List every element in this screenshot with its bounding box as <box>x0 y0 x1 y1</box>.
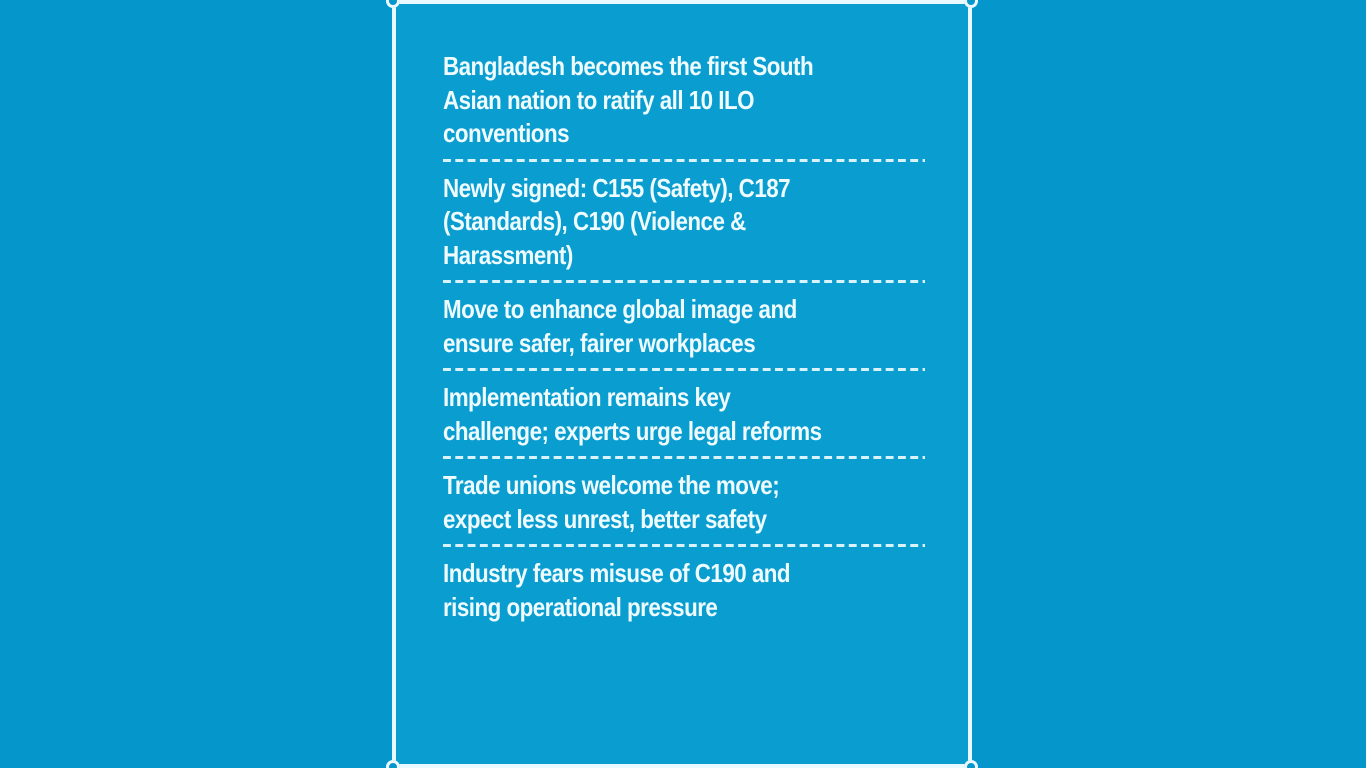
key-point-line: Asian nation to ratify all 10 ILO <box>443 84 754 115</box>
key-point-line: rising operational pressure <box>443 591 718 622</box>
key-point-line: challenge; experts urge legal reforms <box>443 415 822 446</box>
key-point-line: Bangladesh becomes the first South <box>443 51 814 81</box>
key-point-line: Newly signed: C155 (Safety), C187 <box>443 172 791 203</box>
dashed-divider <box>443 159 925 162</box>
corner-notch-top-right <box>964 0 978 8</box>
corner-notch-bottom-right <box>964 760 978 768</box>
dashed-divider <box>443 368 925 371</box>
key-point-line: expect less unrest, better safety <box>443 503 767 534</box>
key-point-ratification <box>443 50 925 151</box>
key-points-list <box>443 50 927 624</box>
key-point-line: Move to enhance global image and <box>443 294 797 324</box>
key-point-line: conventions <box>443 118 570 148</box>
key-point-line: Implementation remains key <box>443 382 731 412</box>
key-point-implementation <box>443 381 925 448</box>
corner-notch-top-left <box>386 0 400 8</box>
key-point-line: ensure safer, fairer workplaces <box>443 327 756 358</box>
key-point-global-image <box>443 293 925 360</box>
key-point-industry-fears <box>443 557 925 624</box>
corner-notch-bottom-left <box>386 760 400 768</box>
key-point-newly-signed <box>443 172 925 273</box>
dashed-divider <box>443 280 925 283</box>
key-point-trade-unions <box>443 469 925 536</box>
key-point-line: Harassment) <box>443 239 573 270</box>
key-point-line: Industry fears misuse of C190 and <box>443 558 791 588</box>
dashed-divider <box>443 456 925 459</box>
key-point-line: (Standards), C190 (Violence & <box>443 206 746 236</box>
dashed-divider <box>443 544 925 547</box>
key-point-line: Trade unions welcome the move; <box>443 470 780 500</box>
key-points-panel <box>392 0 972 768</box>
